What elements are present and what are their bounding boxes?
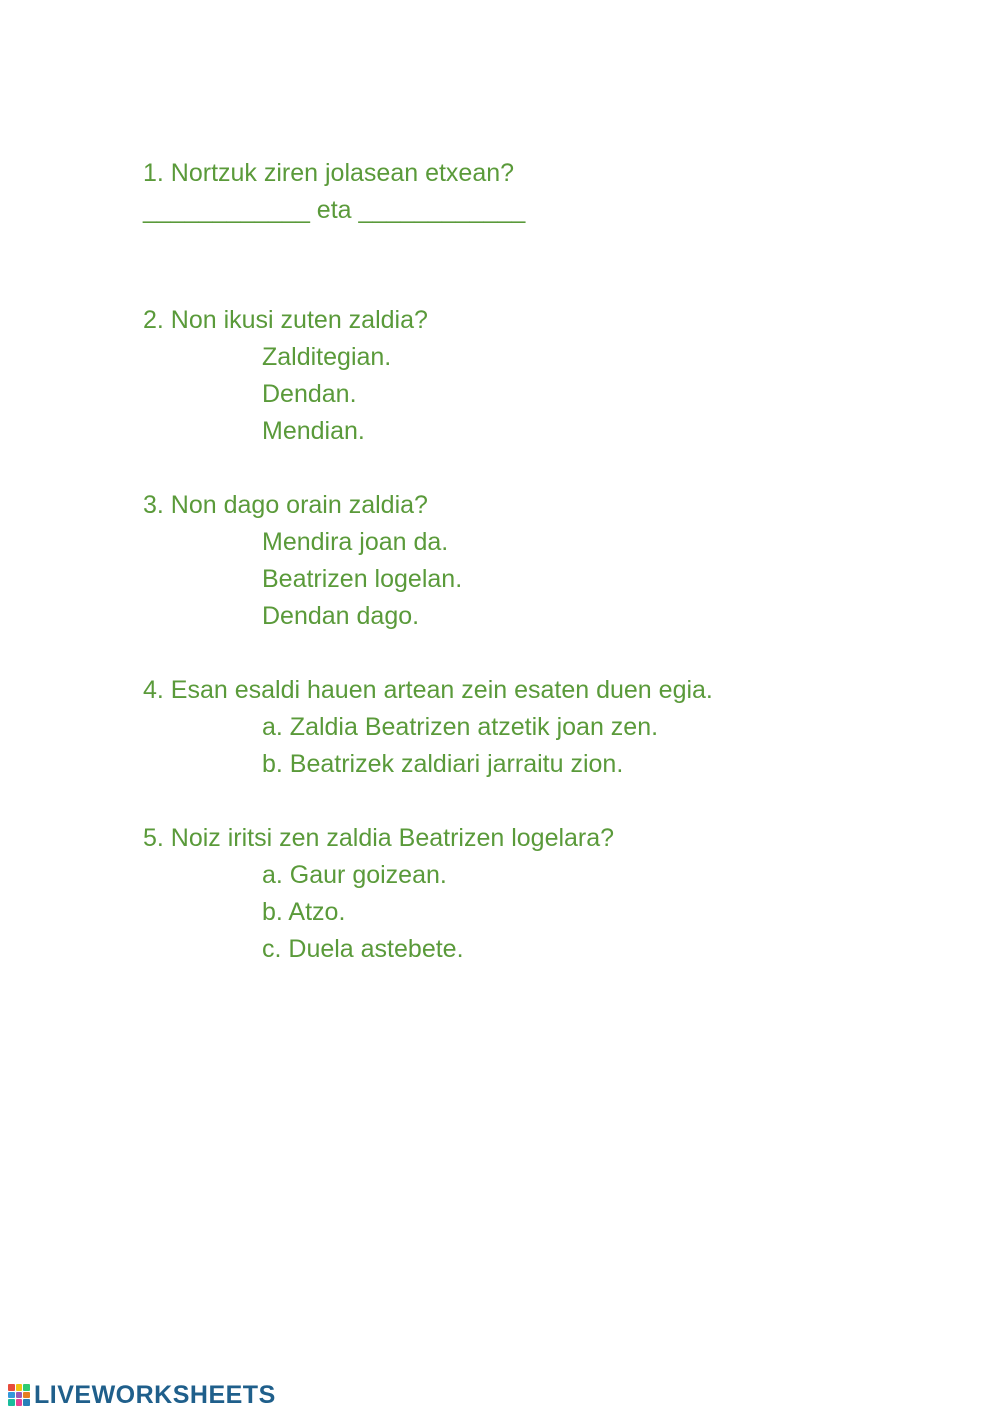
blocks-icon bbox=[8, 1384, 30, 1406]
option: Beatrizen logelan. bbox=[262, 565, 463, 593]
question-5: 5. Noiz iritsi zen zaldia Beatrizen logelara? bbox=[143, 824, 615, 852]
option: Mendian. bbox=[262, 417, 365, 445]
option: a. Gaur goizean. bbox=[262, 861, 447, 889]
option: Dendan dago. bbox=[262, 602, 420, 630]
option: b. Beatrizek zaldiari jarraitu zion. bbox=[262, 750, 624, 778]
question-3: 3. Non dago orain zaldia? bbox=[143, 491, 428, 519]
option: Mendira joan da. bbox=[262, 528, 449, 556]
option: a. Zaldia Beatrizen atzetik joan zen. bbox=[262, 713, 659, 741]
liveworksheets-logo bbox=[8, 1382, 276, 1408]
spacer bbox=[143, 229, 963, 302]
option: c. Duela astebete. bbox=[262, 935, 464, 963]
option: Dendan. bbox=[262, 380, 357, 408]
question-2: 2. Non ikusi zuten zaldia? bbox=[143, 306, 428, 334]
spacer bbox=[143, 635, 963, 672]
logo-text: LIVEWORKSHEETS bbox=[34, 1380, 276, 1409]
question-1: 1. Nortzuk ziren jolasean etxean? bbox=[143, 159, 515, 187]
answer-blank-line: ____________ eta ____________ bbox=[143, 196, 526, 224]
option: Zalditegian. bbox=[262, 343, 392, 371]
spacer bbox=[143, 450, 963, 487]
spacer bbox=[143, 783, 963, 820]
worksheet bbox=[143, 155, 963, 968]
option: b. Atzo. bbox=[262, 898, 346, 926]
question-4: 4. Esan esaldi hauen artean zein esaten duen egia. bbox=[143, 676, 713, 704]
